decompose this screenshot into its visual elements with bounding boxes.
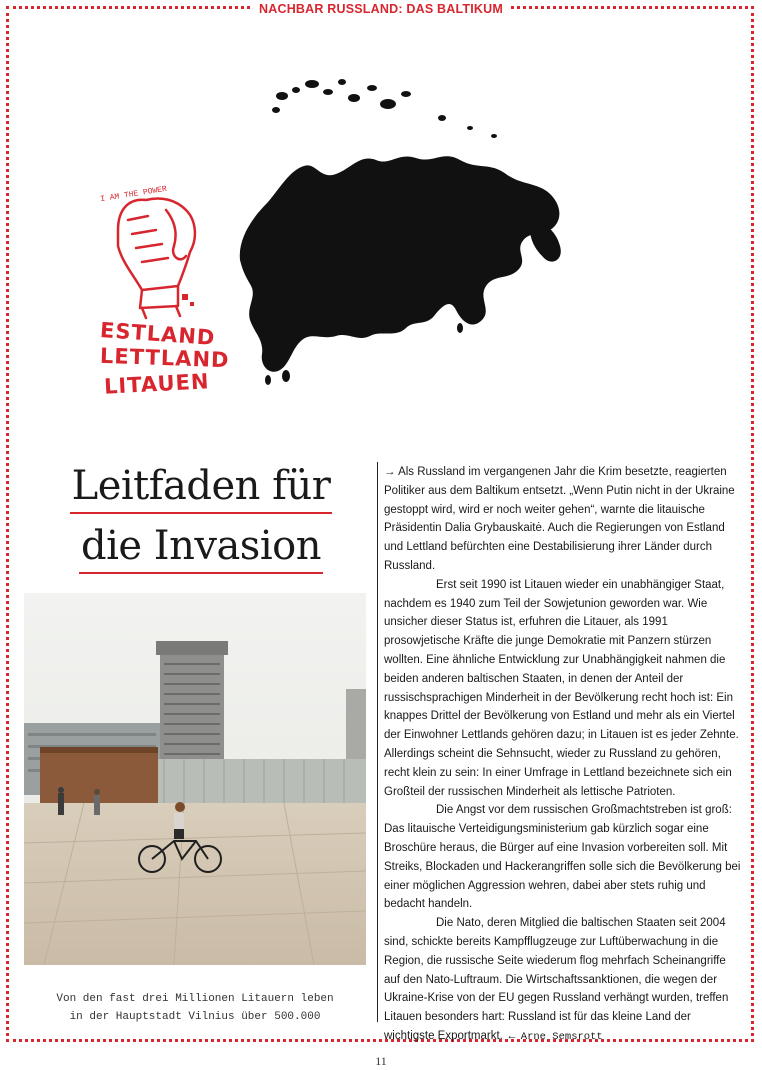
article-body (384, 463, 744, 1047)
country-label-litauen: LITAUEN (103, 369, 211, 399)
photo-caption-line-2: in der Hauptstadt Vilnius über 500.000 (69, 1011, 321, 1023)
article-paragraph (384, 463, 744, 576)
photo-caption-line-1: Von den fast drei Millionen Litauern leben (56, 993, 334, 1005)
paragraph-text: Als Russland im vergangenen Jahr die Krim besetzte, reagierten Politiker aus dem Baltikum entsetzt. „Wenn Putin nicht in der Ukraine gestoppt wird, wird er noch weiter gehen“, warnte die litauische Präsidentin Dalia Grybauskaitė. Auch die Regierungen von Estland und Lettland befürchten eine Destabilisierung ihrer Länder durch Russland. (384, 466, 735, 572)
section-header (0, 0, 762, 18)
paragraph-text: Die Nato, deren Mitglied die baltischen Staaten seit 2004 sind, schickte bereits Kampfflugzeuge zur Luftüberwachung in die Region, die russische Seite wiederum flog mehrfach Scheinangriffe auf den Nato-Luftraum. Die Wirtschaftssanktionen, die wegen der Ukraine-Krise von der EU gegen Russland verhängt wurden, treffen Litauen besonders hart: Russland ist für das kleine Land der wichtigste Exportmarkt. (384, 917, 729, 1042)
vilnius-photo (24, 593, 366, 965)
page-number: 11 (375, 1054, 387, 1068)
article-paragraph: Die Angst vor dem russischen Großmachtstreben ist groß: Das litauische Verteidigungsministerium gab kürzlich sogar eine Broschüre heraus, die Bürger auf eine Invasion vorbereiten soll. Mit Streiks, Blockaden und Hackerangriffen solle sich die Bevölkerung bei einer möglichen Aggression wehren, dabei aber stets ruhig und bedacht handeln. (384, 804, 741, 911)
photo-caption (24, 990, 366, 1026)
column-divider (377, 462, 378, 1022)
section-label: NACHBAR RUSSLAND: DAS BALTIKUM (251, 0, 511, 18)
start-arrow-icon: → (384, 466, 396, 478)
article-paragraph: Erst seit 1990 ist Litauen wieder ein unabhängiger Staat, nachdem es 1940 zum Teil der Sowjetunion geworden war. Wie unsicher dieser Status ist, erfuhren die Litauer, als 1991 prosowjetische Kräfte die junge Demokratie mit Panzern stürzen wollten. Eine ähnliche Entwicklung zur Unabhängigkeit nahmen die beiden anderen baltischen Staaten, in denen der Anteil der russischsprachigen Minderheit in der Bevölkerung recht hoch ist: Ein knappes Drittel der Bevölkerung von Estland und mehr als ein Viertel der Einwohner Lettlands gehören dazu; in Litauen ist es jeder Zehnte. Allerdings scheint die Sehnsucht, wieder zu Russland zu gehören, recht klein zu sein: In einer Umfrage in Lettland bezeichnete sich ein Großteil der russischen Minderheit als lettische Patrioten. (384, 578, 739, 798)
fist-caption: I AM THE POWER (99, 184, 168, 205)
country-label-lettland: LETTLAND (99, 343, 230, 373)
article-paragraph (384, 914, 744, 1047)
end-arrow-icon: ← (506, 1029, 518, 1042)
author-name: Arne Semsrott (520, 1030, 603, 1043)
headline-line-1: Leitfaden für (70, 462, 333, 514)
country-label-estland: ESTLAND (99, 318, 217, 350)
headline-line-2: die Invasion (79, 522, 323, 574)
